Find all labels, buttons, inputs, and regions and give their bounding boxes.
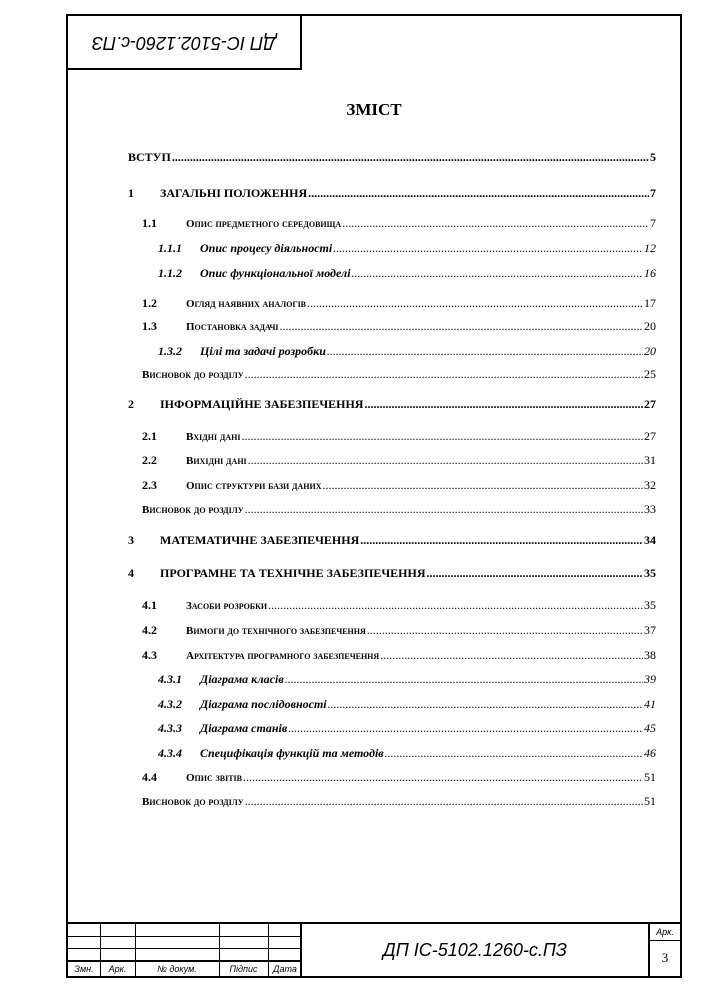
title-block-grid (68, 924, 302, 976)
toc-entry-label: Огляд наявних аналогів (186, 298, 307, 310)
toc-entry (128, 344, 656, 362)
toc-entry-page: 33 (644, 502, 656, 516)
toc-dot-leader (360, 533, 643, 548)
toc-entry-page: 32 (644, 478, 656, 492)
toc-entry (128, 502, 656, 520)
toc-dot-leader (285, 672, 643, 687)
toc-entry-label: Вихідні дані (186, 455, 247, 467)
toc-dot-leader (241, 429, 643, 444)
toc-dot-leader (308, 186, 649, 201)
toc-entry-label: Діаграма класів (200, 672, 284, 686)
sheet-number-box (648, 924, 680, 976)
toc-entry (128, 266, 656, 284)
toc-entry (128, 186, 656, 204)
toc-entry-page: 25 (644, 367, 656, 381)
toc-entry-label: Опис процесу діяльності (200, 241, 333, 255)
toc-entry-number: 4.3.4 (158, 746, 182, 760)
toc-entry (128, 478, 656, 496)
toc-entry-number: 1.2 (142, 296, 157, 310)
toc-entry (128, 453, 656, 471)
toc-entry-number: 4 (128, 566, 134, 580)
toc-entry-page: 46 (644, 746, 656, 760)
toc-entry (128, 397, 656, 415)
col-sheet: Арк. (108, 964, 127, 974)
toc-entry (128, 241, 656, 259)
toc-dot-leader (385, 746, 643, 761)
toc-dot-leader (380, 648, 643, 663)
toc-entry (128, 648, 656, 666)
toc-entry-page: 17 (644, 296, 656, 310)
page-title: ЗМІСТ (346, 100, 402, 119)
toc-entry-page: 5 (650, 150, 656, 164)
toc-entry-page: 16 (644, 266, 656, 280)
toc-dot-leader (352, 266, 643, 281)
toc-entry (128, 672, 656, 690)
toc-entry-label: МАТЕМАТИЧНЕ ЗАБЕЗПЕЧЕННЯ (160, 533, 360, 547)
toc-entry-label: ПРОГРАМНЕ ТА ТЕХНІЧНЕ ЗАБЕЗПЕЧЕННЯ (160, 566, 426, 580)
toc-dot-leader (367, 623, 643, 638)
rotated-stamp (68, 16, 302, 70)
toc-dot-leader (280, 319, 643, 334)
toc-entry-label: Висновок до розділу (142, 369, 244, 381)
toc-entry-page: 38 (644, 648, 656, 662)
toc-entry (128, 296, 656, 314)
toc-entry-label: Опис структури бази даних (186, 480, 322, 492)
toc-entry-page: 39 (644, 672, 656, 686)
toc-entry-label: ІНФОРМАЦІЙНЕ ЗАБЕЗПЕЧЕННЯ (160, 397, 364, 411)
toc-entry (128, 216, 656, 234)
title-block (68, 922, 680, 976)
toc-entry (128, 533, 656, 551)
toc-entry-label: Опис звітів (186, 772, 242, 784)
toc-entry-page: 35 (644, 566, 656, 580)
toc-entry-number: 2 (128, 397, 134, 411)
toc-entry-number: 2.1 (142, 429, 157, 443)
toc-dot-leader (342, 216, 649, 231)
toc-entry (128, 623, 656, 641)
toc-entry-number: 1.3 (142, 319, 157, 333)
toc-entry-page: 41 (644, 697, 656, 711)
toc-entry (128, 746, 656, 764)
toc-entry (128, 721, 656, 739)
toc-entry-page: 51 (644, 794, 656, 808)
toc-entry-page: 20 (644, 319, 656, 333)
toc-entry (128, 367, 656, 385)
toc-entry-page: 34 (644, 533, 656, 547)
toc-entry-number: 4.1 (142, 598, 157, 612)
toc-entry (128, 770, 656, 788)
col-date: Дата (273, 964, 297, 974)
toc-dot-leader (307, 296, 643, 311)
toc-entry-number: 1.1.2 (158, 266, 182, 280)
toc-dot-leader (333, 241, 643, 256)
toc-entry-label: ВСТУП (128, 150, 171, 164)
toc-entry-number: 2.2 (142, 453, 157, 467)
toc-entry-label: Висновок до розділу (142, 796, 244, 808)
toc-entry-number: 4.3.2 (158, 697, 182, 711)
toc-dot-leader (245, 794, 643, 809)
toc-entry-label: Опис функціональної моделі (200, 266, 351, 280)
toc-entry-page: 27 (644, 397, 656, 411)
toc-entry-page: 27 (644, 429, 656, 443)
toc-entry-number: 1.3.2 (158, 344, 182, 358)
stamp-code: ДП ІС-5102.1260-с.ПЗ (92, 32, 276, 53)
toc-entry-label: Цілі та задачі розробки (200, 344, 326, 358)
toc-dot-leader (364, 397, 643, 412)
toc-entry-page: 37 (644, 623, 656, 637)
col-doc-number: № докум. (157, 964, 197, 974)
toc-entry-page: 20 (644, 344, 656, 358)
toc-entry (128, 429, 656, 447)
toc-entry (128, 794, 656, 812)
toc-entry-label: Специфікація функцій та методів (200, 746, 384, 760)
toc-entry-number: 4.3.1 (158, 672, 182, 686)
toc-entry-number: 1 (128, 186, 134, 200)
toc-dot-leader (172, 150, 649, 165)
toc-entry-number: 4.3.3 (158, 721, 182, 735)
toc-dot-leader (268, 598, 643, 613)
toc-entry-label: Опис предметного середовища (186, 218, 342, 230)
sheet-number: 3 (661, 950, 669, 965)
toc-entry-label: Засоби розробки (186, 600, 268, 612)
col-change: Змн. (74, 964, 94, 974)
toc-entry-number: 4.3 (142, 648, 157, 662)
toc-entry (128, 566, 656, 584)
toc-entry-label: Постановка задачі (186, 321, 279, 333)
toc-entry-label: Вхідні дані (186, 431, 241, 443)
toc-entry-page: 12 (644, 241, 656, 255)
toc-entry-number: 4.4 (142, 770, 157, 784)
toc-entry (128, 697, 656, 715)
toc-entry-page: 7 (650, 216, 656, 230)
toc-entry (128, 319, 656, 337)
toc-entry-page: 45 (644, 721, 656, 735)
toc-entry-number: 1.1 (142, 216, 157, 230)
toc-entry-label: Діаграма послідовності (200, 697, 327, 711)
toc-entry-page: 51 (644, 770, 656, 784)
toc-dot-leader (243, 770, 643, 785)
toc-entry-page: 7 (650, 186, 656, 200)
toc-entry-number: 1.1.1 (158, 241, 182, 255)
sheet-label: Арк. (650, 924, 680, 941)
toc-entry-label: Висновок до розділу (142, 504, 244, 516)
toc-dot-leader (248, 453, 643, 468)
toc-entry-label: ЗАГАЛЬНІ ПОЛОЖЕННЯ (160, 186, 308, 200)
toc-entry-number: 4.2 (142, 623, 157, 637)
toc-entry-label: Архітектура програмного забезпечення (186, 650, 380, 662)
toc-dot-leader (327, 344, 643, 359)
col-signature: Підпис (229, 964, 258, 974)
toc-dot-leader (323, 478, 643, 493)
toc-entry-number: 3 (128, 533, 134, 547)
toc-dot-leader (328, 697, 643, 712)
toc-dot-leader (245, 367, 643, 382)
toc-dot-leader (426, 566, 643, 581)
toc-entry-page: 31 (644, 453, 656, 467)
toc-entry (128, 150, 656, 168)
toc-dot-leader (288, 721, 643, 736)
document-sheet (66, 14, 682, 978)
toc-entry-number: 2.3 (142, 478, 157, 492)
document-code: ДП ІС-5102.1260-с.ПЗ (383, 939, 567, 960)
toc-entry (128, 598, 656, 616)
toc-entry-label: Вимоги до технічного забезпечення (186, 625, 366, 637)
toc-entry-label: Діаграма станів (200, 721, 288, 735)
toc-dot-leader (245, 502, 643, 517)
toc-entry-page: 35 (644, 598, 656, 612)
